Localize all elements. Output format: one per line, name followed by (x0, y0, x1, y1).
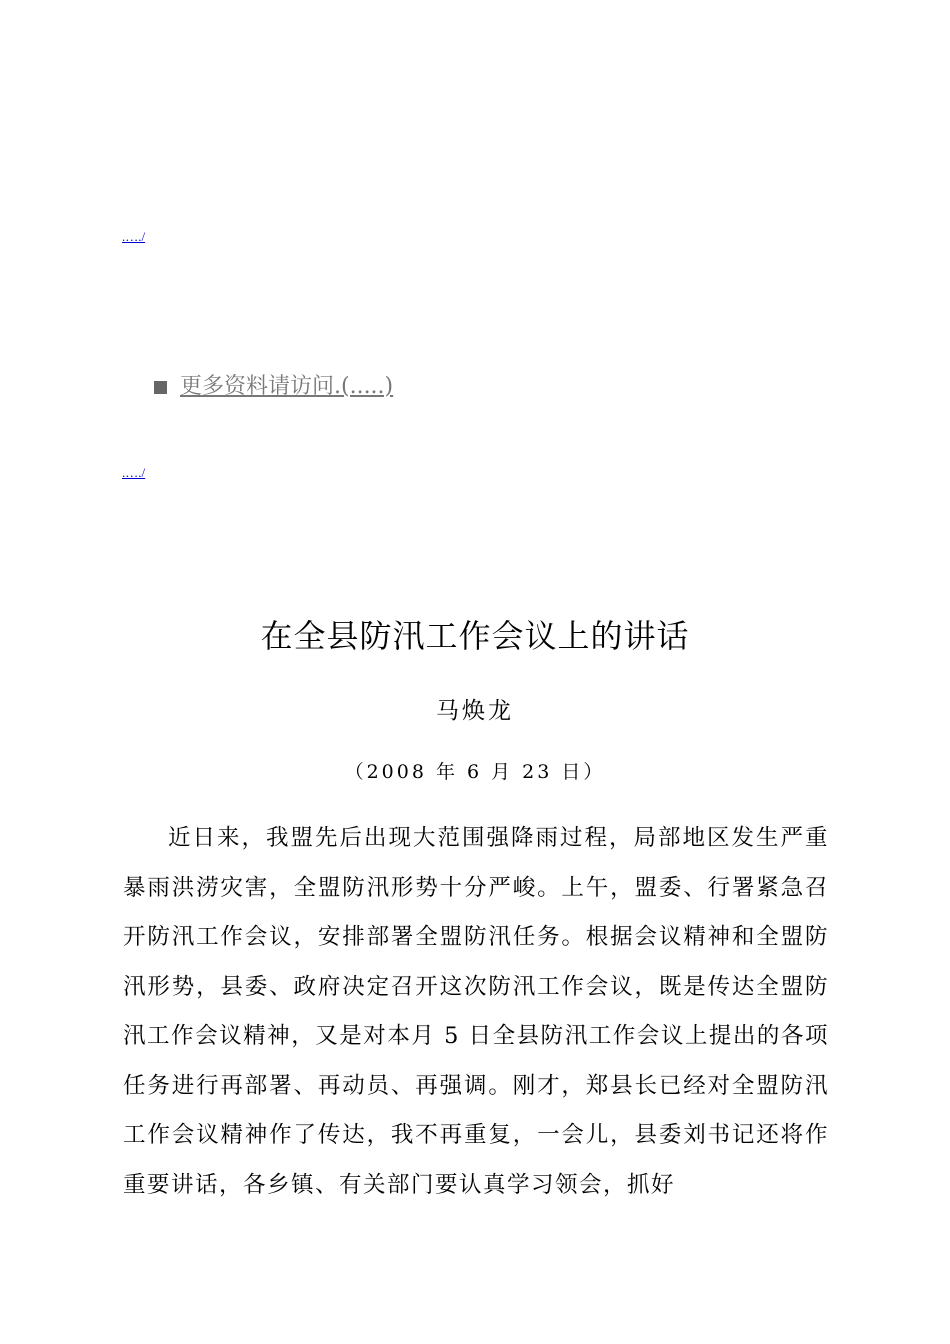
document-title: 在全县防汛工作会议上的讲话 (260, 617, 690, 655)
more-resources-link[interactable]: 更多资料请访问.(.....) (180, 374, 394, 399)
document-author: 马焕龙 (436, 698, 514, 724)
top-link[interactable]: .…./ (122, 229, 146, 244)
more-resources-row (154, 372, 393, 402)
bottom-link[interactable]: .…./ (122, 465, 146, 480)
body-paragraph: 近日来，我盟先后出现大范围强降雨过程，局部地区发生严重暴雨洪涝灾害，全盟防汛形势十分严峻。上午，盟委、行署紧急召开防汛工作会议，安排部署全盟防汛任务。根据会议精神和全盟防汛形势，县委、政府决定召开这次防汛工作会议，既是传达全盟防汛工作会议精神，又是对本月 5 日全县防汛工作会议上提出的各项任务进行再部署、再动员、再强调。刚才，郑县长已经对全盟防汛工作会议精神作了传达，我不再重复，一会儿，县委刘书记还将作重要讲话，各乡镇、有关部门要认真学习领会，抓好 (123, 825, 829, 1198)
document-date: （2008 年 6 月 23 日） (344, 761, 606, 783)
square-bullet-icon (154, 381, 167, 394)
